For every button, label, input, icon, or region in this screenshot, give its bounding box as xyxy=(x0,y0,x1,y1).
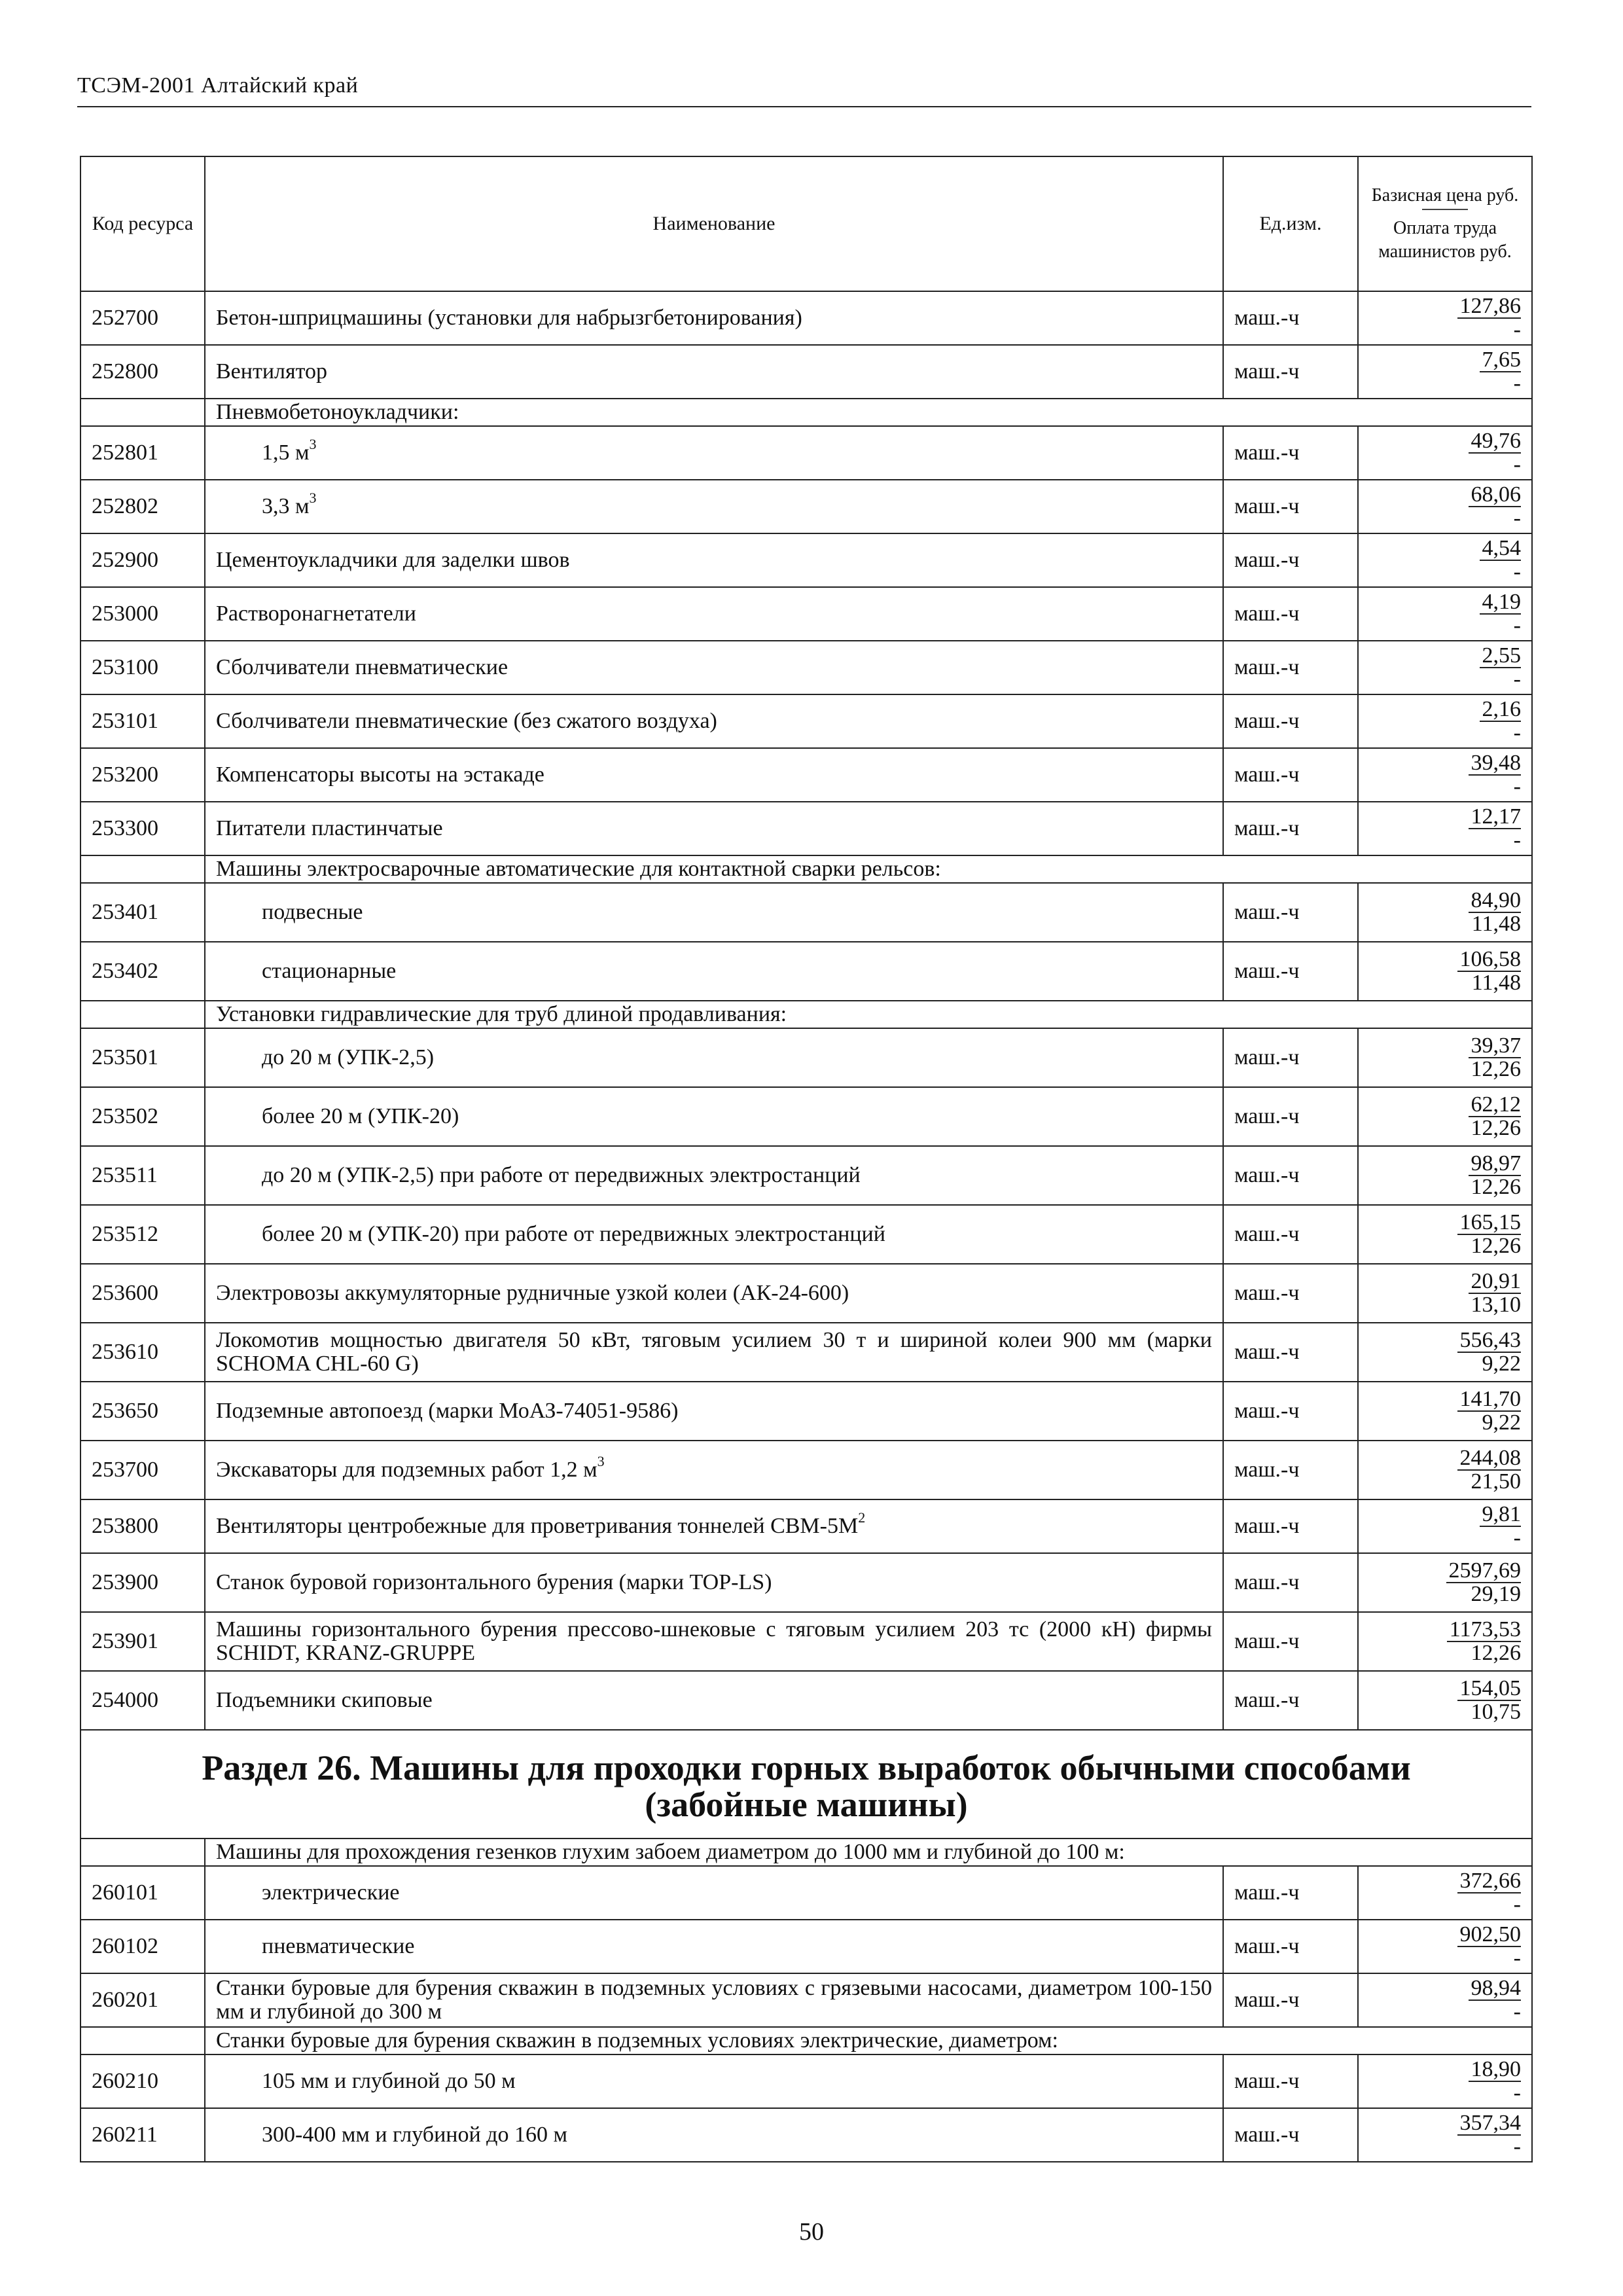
price-cell xyxy=(1358,480,1532,533)
table-row xyxy=(80,1920,1532,1973)
labor-cost: - xyxy=(1513,613,1521,637)
resource-code: 253610 xyxy=(80,1323,205,1382)
base-price: 20,91 xyxy=(1469,1270,1522,1294)
unit-superscript: 3 xyxy=(597,1452,605,1469)
resource-name: 1,5 м xyxy=(262,440,310,465)
measure-unit: маш.-ч xyxy=(1223,345,1358,399)
labor-cost: 29,19 xyxy=(1471,1581,1521,1606)
measure-unit: маш.-ч xyxy=(1223,641,1358,694)
measure-unit: маш.-ч xyxy=(1223,1205,1358,1264)
resource-name-cell xyxy=(205,802,1223,855)
price-fraction xyxy=(1469,889,1522,935)
price-cell xyxy=(1358,1382,1532,1441)
resource-name-cell xyxy=(205,1441,1223,1499)
resource-name: 105 мм и глубиной до 50 м xyxy=(262,2069,516,2093)
table-row xyxy=(80,942,1532,1001)
price-fraction xyxy=(1457,1677,1522,1723)
base-price: 357,34 xyxy=(1457,2112,1522,2136)
labor-cost: - xyxy=(1513,2134,1521,2159)
resource-name: Станки буровые для бурения скважин в подземных условиях с грязевыми насосами, диаметром 100-150 мм и глубиной до 300 м xyxy=(216,1976,1212,2024)
resource-name: Компенсаторы высоты на эстакаде xyxy=(216,762,544,787)
resource-name-cell xyxy=(205,694,1223,748)
table-row xyxy=(80,291,1532,345)
price-cell xyxy=(1358,2054,1532,2108)
base-price: 127,86 xyxy=(1457,295,1522,319)
labor-cost: 12,26 xyxy=(1471,1056,1521,1081)
resource-name: Экскаваторы для подземных работ 1,2 м xyxy=(216,1458,597,1482)
base-price: 9,81 xyxy=(1480,1503,1522,1527)
labor-cost: - xyxy=(1513,452,1521,476)
resource-name: Электровозы аккумуляторные рудничные узкой колеи (АК-24-600) xyxy=(216,1281,849,1305)
base-price: 68,06 xyxy=(1469,484,1522,507)
resource-name-cell xyxy=(205,1866,1223,1920)
price-cell xyxy=(1358,291,1532,345)
table-header-row xyxy=(80,156,1532,291)
resource-name-cell xyxy=(205,533,1223,587)
resource-name-cell xyxy=(205,1205,1223,1264)
labor-cost: - xyxy=(1513,827,1521,852)
table-row xyxy=(80,748,1532,802)
table-row xyxy=(80,1612,1532,1671)
measure-unit: маш.-ч xyxy=(1223,883,1358,942)
resource-code: 253700 xyxy=(80,1441,205,1499)
price-fraction xyxy=(1469,1094,1522,1139)
labor-cost: 12,26 xyxy=(1471,1174,1521,1199)
resource-code: 253600 xyxy=(80,1264,205,1323)
price-fraction xyxy=(1469,2058,1522,2104)
price-cell xyxy=(1358,587,1532,641)
resource-name-cell xyxy=(205,942,1223,1001)
resource-name: Сболчиватели пневматические xyxy=(216,655,508,679)
price-fraction xyxy=(1447,1619,1521,1664)
unit-superscript: 3 xyxy=(309,435,317,452)
table-row xyxy=(80,1973,1532,2027)
price-fraction xyxy=(1480,1503,1522,1549)
price-fraction xyxy=(1457,1329,1522,1375)
resource-code: 252700 xyxy=(80,291,205,345)
measure-unit: маш.-ч xyxy=(1223,1382,1358,1441)
price-cell xyxy=(1358,1973,1532,2027)
column-header-code: Код ресурса xyxy=(80,156,205,291)
price-cell xyxy=(1358,1866,1532,1920)
table-row xyxy=(80,641,1532,694)
labor-cost: - xyxy=(1513,370,1521,395)
price-cell xyxy=(1358,533,1532,587)
resource-code: 260102 xyxy=(80,1920,205,1973)
base-price: 49,76 xyxy=(1469,430,1522,454)
table-row xyxy=(80,1866,1532,1920)
resource-name: Цементоукладчики для заделки швов xyxy=(216,548,570,572)
group-code-blank xyxy=(80,1839,205,1866)
price-fraction xyxy=(1469,484,1522,529)
base-price: 7,65 xyxy=(1480,349,1522,372)
price-fraction xyxy=(1469,1153,1522,1198)
base-price: 62,12 xyxy=(1469,1094,1522,1117)
resource-name-cell xyxy=(205,1382,1223,1441)
measure-unit: маш.-ч xyxy=(1223,1264,1358,1323)
base-price: 4,19 xyxy=(1480,591,1522,615)
price-cell xyxy=(1358,802,1532,855)
resource-name: Вентилятор xyxy=(216,359,328,384)
labor-cost: - xyxy=(1513,559,1521,584)
resource-code: 252800 xyxy=(80,345,205,399)
base-price: 154,05 xyxy=(1457,1677,1522,1701)
section-title: Раздел 26. Машины для проходки горных выработок обычными способами (забойные машины) xyxy=(80,1730,1532,1839)
measure-unit: маш.-ч xyxy=(1223,2054,1358,2108)
price-fraction xyxy=(1469,1270,1522,1316)
table-row xyxy=(80,1264,1532,1323)
base-price: 2,16 xyxy=(1480,698,1522,722)
measure-unit: маш.-ч xyxy=(1223,1973,1358,2027)
group-code-blank xyxy=(80,399,205,426)
price-fraction xyxy=(1446,1560,1522,1605)
base-price: 4,54 xyxy=(1480,537,1522,561)
table-row xyxy=(80,1671,1532,1730)
resource-code: 260101 xyxy=(80,1866,205,1920)
price-fraction xyxy=(1457,1924,1522,1969)
resource-name: Питатели пластинчатые xyxy=(216,816,443,840)
group-code-blank xyxy=(80,1001,205,1028)
resource-code: 252900 xyxy=(80,533,205,587)
price-fraction xyxy=(1480,698,1522,744)
resource-code: 260210 xyxy=(80,2054,205,2108)
measure-unit: маш.-ч xyxy=(1223,942,1358,1001)
price-fraction xyxy=(1480,591,1522,637)
price-cell xyxy=(1358,2108,1532,2162)
labor-cost: 13,10 xyxy=(1471,1292,1521,1317)
measure-unit: маш.-ч xyxy=(1223,1323,1358,1382)
labor-cost: 9,22 xyxy=(1482,1351,1521,1376)
labor-cost: - xyxy=(1513,1999,1521,2024)
price-cell xyxy=(1358,1205,1532,1264)
table-row xyxy=(80,587,1532,641)
resource-name: пневматические xyxy=(262,1934,415,1958)
table-row xyxy=(80,1382,1532,1441)
resource-name: Бетон-шприцмашины (установки для набрызгбетонирования) xyxy=(216,306,802,330)
measure-unit: маш.-ч xyxy=(1223,587,1358,641)
resource-name: Подъемники скиповые xyxy=(216,1688,433,1712)
price-cell xyxy=(1358,1146,1532,1205)
measure-unit: маш.-ч xyxy=(1223,1499,1358,1553)
price-cell xyxy=(1358,1499,1532,1553)
price-cell xyxy=(1358,345,1532,399)
resource-name-cell xyxy=(205,1499,1223,1553)
resource-code: 260211 xyxy=(80,2108,205,2162)
table-row xyxy=(80,533,1532,587)
table-row xyxy=(80,1087,1532,1146)
price-fraction xyxy=(1457,295,1522,341)
resource-name: электрические xyxy=(262,1880,400,1905)
base-price: 106,58 xyxy=(1457,948,1522,972)
resource-code: 253901 xyxy=(80,1612,205,1671)
price-fraction xyxy=(1457,1211,1522,1257)
price-fraction xyxy=(1457,1388,1522,1434)
resource-name: Подземные автопоезд (марки МоАЗ-74051-9586) xyxy=(216,1399,679,1423)
unit-superscript: 2 xyxy=(858,1509,866,1526)
base-price: 902,50 xyxy=(1457,1924,1522,1947)
measure-unit: маш.-ч xyxy=(1223,1146,1358,1205)
resource-code: 253200 xyxy=(80,748,205,802)
resource-name: 3,3 м xyxy=(262,494,310,518)
price-fraction xyxy=(1480,645,1522,691)
labor-cost: - xyxy=(1513,1945,1521,1970)
price-cell xyxy=(1358,1087,1532,1146)
resource-name-cell xyxy=(205,480,1223,533)
measure-unit: маш.-ч xyxy=(1223,426,1358,480)
measure-unit: маш.-ч xyxy=(1223,291,1358,345)
table-row xyxy=(80,1553,1532,1612)
resource-name: Вентиляторы центробежные для проветривания тоннелей СВМ-5М xyxy=(216,1514,859,1538)
resource-name-cell xyxy=(205,1553,1223,1612)
group-heading-row xyxy=(80,855,1532,883)
base-price: 2,55 xyxy=(1480,645,1522,668)
table-row xyxy=(80,694,1532,748)
group-heading-row xyxy=(80,2027,1532,2054)
column-header-price-base: Базисная цена руб. xyxy=(1371,185,1519,206)
table-row xyxy=(80,1028,1532,1087)
resource-name: Станок буровой горизонтального бурения (марки TOP-LS) xyxy=(216,1570,772,1594)
price-fraction xyxy=(1469,1977,1522,2023)
price-fraction xyxy=(1457,948,1522,994)
resource-name-cell xyxy=(205,1671,1223,1730)
resource-name: Растворонагнетатели xyxy=(216,601,416,626)
price-cell xyxy=(1358,1553,1532,1612)
labor-cost: - xyxy=(1513,720,1521,745)
measure-unit: маш.-ч xyxy=(1223,748,1358,802)
base-price: 141,70 xyxy=(1457,1388,1522,1412)
resource-name-cell xyxy=(205,641,1223,694)
resource-code: 253300 xyxy=(80,802,205,855)
base-price: 556,43 xyxy=(1457,1329,1522,1353)
resource-name: до 20 м (УПК-2,5) xyxy=(262,1045,435,1069)
table-row xyxy=(80,2054,1532,2108)
labor-cost: 10,75 xyxy=(1471,1699,1521,1724)
resource-name: более 20 м (УПК-20) xyxy=(262,1104,459,1128)
price-cell xyxy=(1358,694,1532,748)
price-fraction xyxy=(1469,1035,1522,1081)
base-price: 98,97 xyxy=(1469,1153,1522,1176)
price-fraction xyxy=(1480,537,1522,583)
resource-code: 253401 xyxy=(80,883,205,942)
base-price: 372,66 xyxy=(1457,1870,1522,1893)
table-body xyxy=(80,291,1532,2162)
table-row xyxy=(80,2108,1532,2162)
base-price: 84,90 xyxy=(1469,889,1522,913)
price-cell xyxy=(1358,426,1532,480)
table-row xyxy=(80,480,1532,533)
resource-code: 253650 xyxy=(80,1382,205,1441)
resource-name-cell xyxy=(205,1264,1223,1323)
base-price: 39,37 xyxy=(1469,1035,1522,1058)
measure-unit: маш.-ч xyxy=(1223,1028,1358,1087)
resource-name-cell xyxy=(205,1146,1223,1205)
resource-code: 253402 xyxy=(80,942,205,1001)
measure-unit: маш.-ч xyxy=(1223,1441,1358,1499)
price-cell xyxy=(1358,1323,1532,1382)
labor-cost: - xyxy=(1513,1892,1521,1916)
resource-name-cell xyxy=(205,345,1223,399)
resource-code: 253900 xyxy=(80,1553,205,1612)
price-cell xyxy=(1358,1264,1532,1323)
measure-unit: маш.-ч xyxy=(1223,1671,1358,1730)
resource-price-table xyxy=(80,156,1533,2162)
labor-cost: - xyxy=(1513,317,1521,342)
resource-name-cell xyxy=(205,1920,1223,1973)
header-divider xyxy=(77,106,1531,107)
resource-code: 253502 xyxy=(80,1087,205,1146)
labor-cost: 9,22 xyxy=(1482,1410,1521,1435)
group-code-blank xyxy=(80,855,205,883)
resource-name: 300-400 мм и глубиной до 160 м xyxy=(262,2123,567,2147)
price-fraction xyxy=(1457,2112,1522,2158)
price-cell xyxy=(1358,748,1532,802)
resource-code: 253512 xyxy=(80,1205,205,1264)
measure-unit: маш.-ч xyxy=(1223,694,1358,748)
measure-unit: маш.-ч xyxy=(1223,533,1358,587)
labor-cost: 12,26 xyxy=(1471,1233,1521,1258)
resource-name-cell xyxy=(205,748,1223,802)
section-heading-row xyxy=(80,1730,1532,1839)
base-price: 1173,53 xyxy=(1447,1619,1521,1642)
table-row xyxy=(80,345,1532,399)
page-number: 50 xyxy=(799,2218,824,2246)
resource-name-cell xyxy=(205,1028,1223,1087)
price-fraction xyxy=(1457,1447,1522,1493)
page-header-title: ТСЭМ-2001 Алтайский край xyxy=(77,73,359,98)
resource-name: Локомотив мощностью двигателя 50 кВт, тяговым усилием 30 т и шириной колеи 900 мм (марки SCHOMA CHL-60 G) xyxy=(216,1328,1212,1376)
resource-code: 253501 xyxy=(80,1028,205,1087)
column-header-price-labor: Оплата труда машинистов руб. xyxy=(1378,218,1512,262)
resource-name: более 20 м (УПК-20) при работе от передвижных электростанций xyxy=(262,1222,885,1246)
group-heading: Станки буровые для бурения скважин в подземных условиях электрические, диаметром: xyxy=(205,2027,1532,2054)
base-price: 12,17 xyxy=(1469,806,1522,829)
price-cell xyxy=(1358,1612,1532,1671)
labor-cost: - xyxy=(1513,2080,1521,2105)
measure-unit: маш.-ч xyxy=(1223,1866,1358,1920)
base-price: 244,08 xyxy=(1457,1447,1522,1471)
measure-unit: маш.-ч xyxy=(1223,1920,1358,1973)
price-fraction xyxy=(1457,1870,1522,1916)
resource-code: 254000 xyxy=(80,1671,205,1730)
resource-name: Сболчиватели пневматические (без сжатого воздуха) xyxy=(216,709,717,733)
price-fraction xyxy=(1469,806,1522,852)
resource-name-cell xyxy=(205,1087,1223,1146)
group-heading: Машины для прохождения гезенков глухим забоем диаметром до 1000 мм и глубиной до 100 м: xyxy=(205,1839,1532,1866)
price-fraction xyxy=(1469,430,1522,476)
table-row xyxy=(80,426,1532,480)
resource-name: подвесные xyxy=(262,900,363,924)
labor-cost: 12,26 xyxy=(1471,1115,1521,1140)
price-fraction xyxy=(1469,752,1522,798)
resource-name-cell xyxy=(205,1323,1223,1382)
resource-name: до 20 м (УПК-2,5) при работе от передвижных электростанций xyxy=(262,1163,861,1187)
price-cell xyxy=(1358,641,1532,694)
group-heading-row xyxy=(80,399,1532,426)
resource-name: Машины горизонтального бурения прессово-шнековые с тяговым усилием 203 тс (2000 кН) фирмы SCHIDT, KRANZ-GRUPPE xyxy=(216,1617,1212,1665)
base-price: 98,94 xyxy=(1469,1977,1522,2001)
group-heading: Пневмобетоноукладчики: xyxy=(205,399,1532,426)
price-cell xyxy=(1358,1920,1532,1973)
labor-cost: 11,48 xyxy=(1471,970,1521,995)
resource-name-cell xyxy=(205,587,1223,641)
resource-name-cell xyxy=(205,1612,1223,1671)
base-price: 39,48 xyxy=(1469,752,1522,776)
table-row xyxy=(80,1441,1532,1499)
measure-unit: маш.-ч xyxy=(1223,480,1358,533)
price-cell xyxy=(1358,1028,1532,1087)
resource-code: 253511 xyxy=(80,1146,205,1205)
resource-name-cell xyxy=(205,291,1223,345)
labor-cost: - xyxy=(1513,666,1521,691)
labor-cost: 12,26 xyxy=(1471,1640,1521,1665)
resource-code: 252802 xyxy=(80,480,205,533)
table-row xyxy=(80,1323,1532,1382)
measure-unit: маш.-ч xyxy=(1223,2108,1358,2162)
resource-code: 260201 xyxy=(80,1973,205,2027)
resource-code: 253800 xyxy=(80,1499,205,1553)
resource-code: 253101 xyxy=(80,694,205,748)
group-heading-row xyxy=(80,1839,1532,1866)
table-row xyxy=(80,1499,1532,1553)
price-fraction xyxy=(1480,349,1522,395)
column-header-name: Наименование xyxy=(205,156,1223,291)
base-price: 165,15 xyxy=(1457,1211,1522,1235)
table-row xyxy=(80,802,1532,855)
base-price: 18,90 xyxy=(1469,2058,1522,2082)
resource-code: 253000 xyxy=(80,587,205,641)
group-heading: Установки гидравлические для труб длиной продавливания: xyxy=(205,1001,1532,1028)
unit-superscript: 3 xyxy=(309,489,317,506)
resource-code: 252801 xyxy=(80,426,205,480)
price-cell xyxy=(1358,1441,1532,1499)
price-cell xyxy=(1358,883,1532,942)
table-row xyxy=(80,883,1532,942)
column-header-price xyxy=(1358,156,1532,291)
group-heading: Машины электросварочные автоматические для контактной сварки рельсов: xyxy=(205,855,1532,883)
resource-name-cell xyxy=(205,1973,1223,2027)
resource-name-cell xyxy=(205,2108,1223,2162)
labor-cost: - xyxy=(1513,774,1521,798)
table-row xyxy=(80,1205,1532,1264)
measure-unit: маш.-ч xyxy=(1223,1087,1358,1146)
resource-name: стационарные xyxy=(262,959,397,983)
measure-unit: маш.-ч xyxy=(1223,802,1358,855)
table-row xyxy=(80,1146,1532,1205)
resource-name-cell xyxy=(205,2054,1223,2108)
measure-unit: маш.-ч xyxy=(1223,1553,1358,1612)
column-header-price-divider xyxy=(1422,209,1468,210)
resource-name-cell xyxy=(205,426,1223,480)
resource-code: 253100 xyxy=(80,641,205,694)
labor-cost: - xyxy=(1513,505,1521,530)
price-cell xyxy=(1358,1671,1532,1730)
price-cell xyxy=(1358,942,1532,1001)
measure-unit: маш.-ч xyxy=(1223,1612,1358,1671)
group-heading-row xyxy=(80,1001,1532,1028)
resource-name-cell xyxy=(205,883,1223,942)
labor-cost: 11,48 xyxy=(1471,911,1521,936)
labor-cost: - xyxy=(1513,1525,1521,1550)
group-code-blank xyxy=(80,2027,205,2054)
column-header-unit: Ед.изм. xyxy=(1223,156,1358,291)
labor-cost: 21,50 xyxy=(1471,1469,1521,1494)
base-price: 2597,69 xyxy=(1446,1560,1522,1583)
